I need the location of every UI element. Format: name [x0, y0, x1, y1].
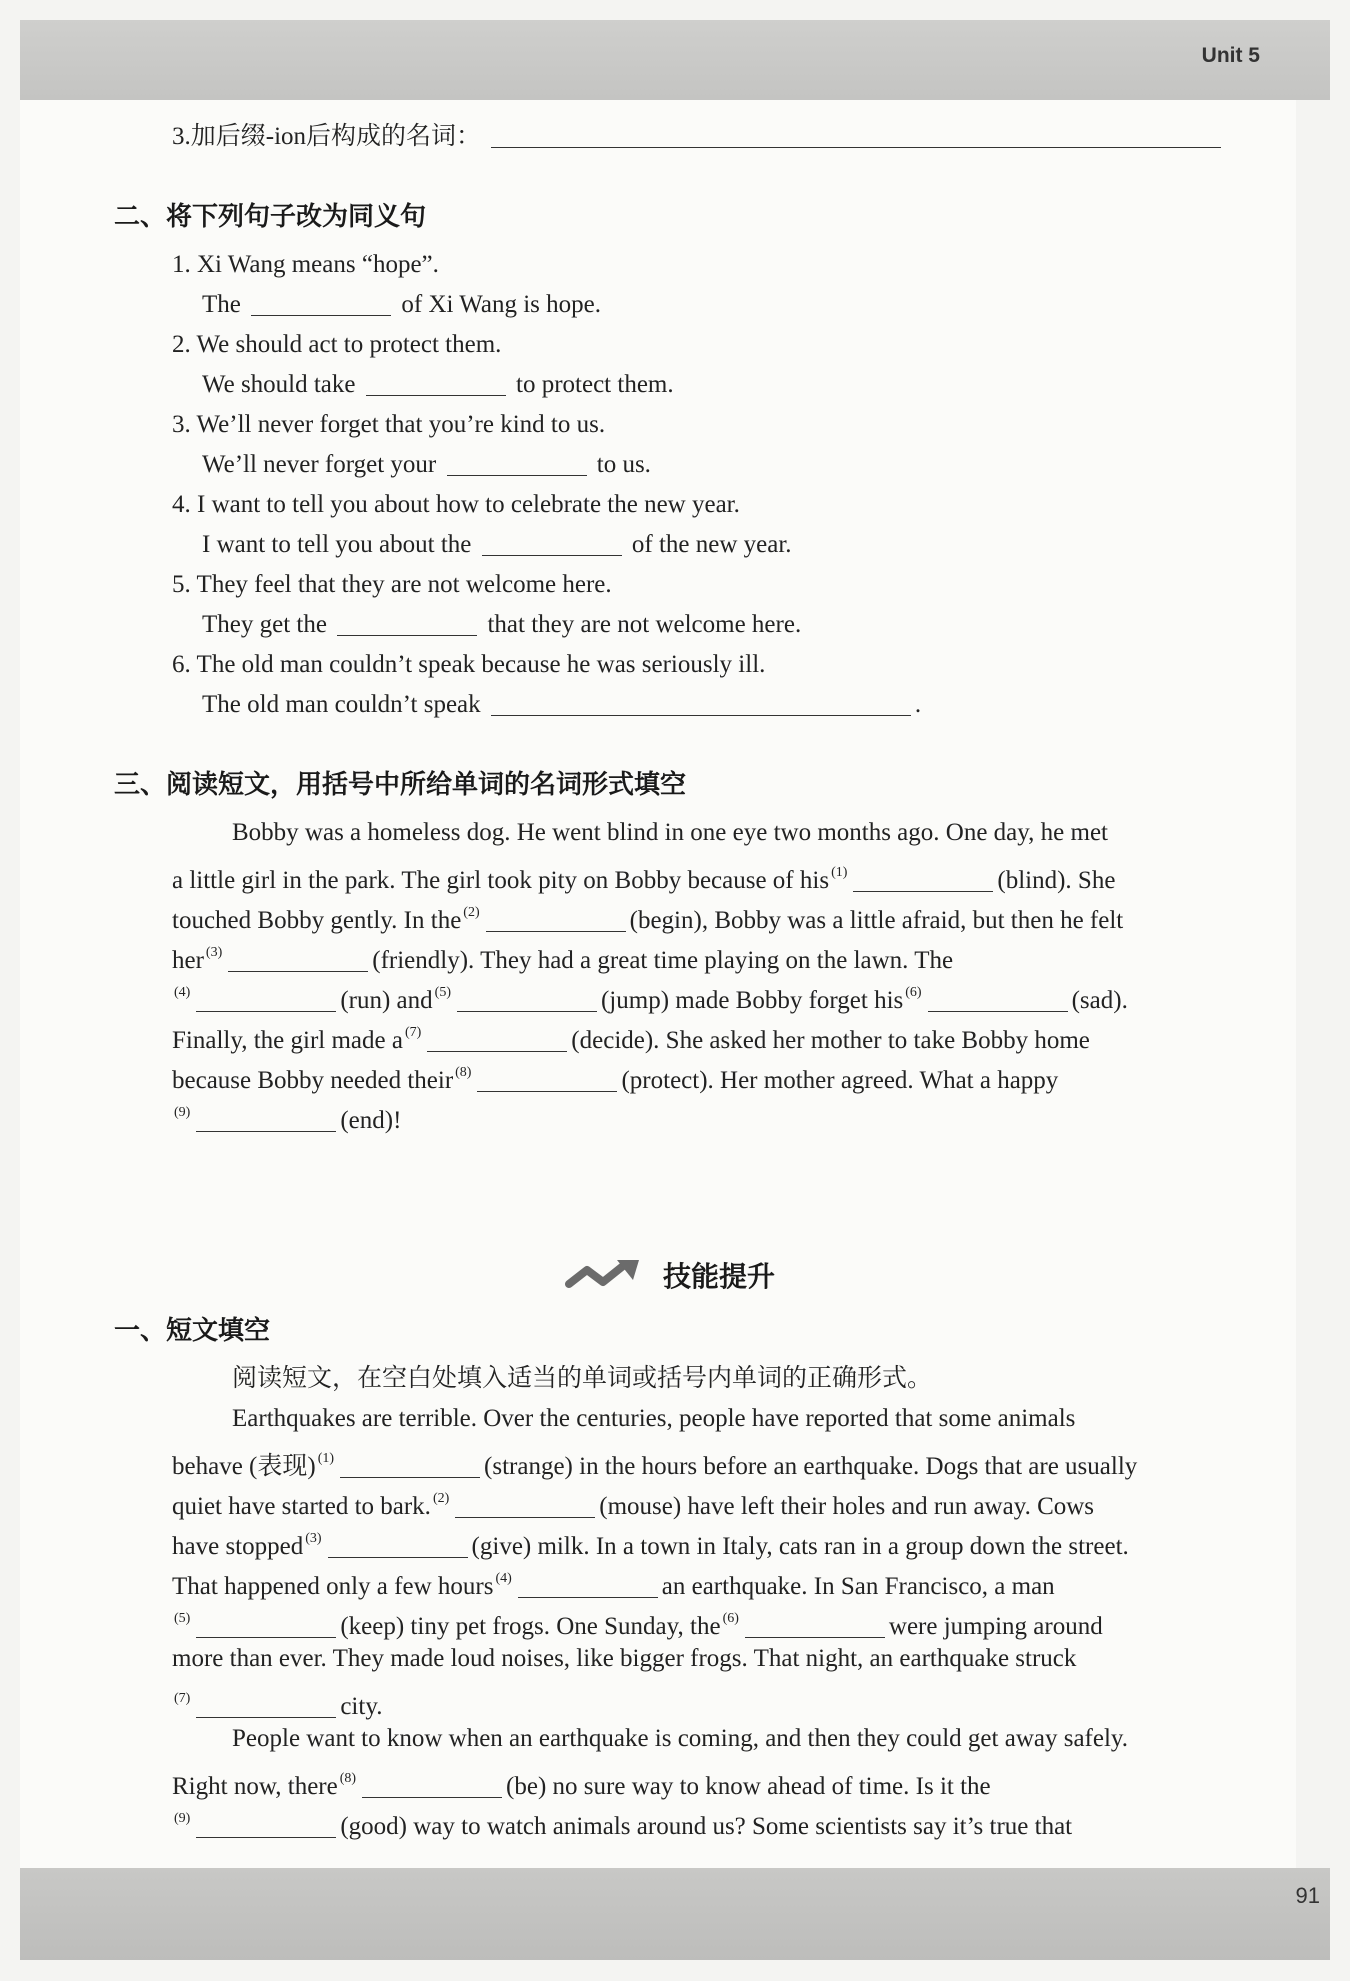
blank-number: (5)	[174, 1611, 191, 1626]
blank-number: (4)	[495, 1571, 512, 1586]
s2-item6-blank[interactable]	[491, 693, 911, 716]
blank-number: (8)	[339, 1771, 357, 1786]
sk-line2: behave (表现) $^{(1)}$ (strange) in the hours before an earthquake. Dogs that are usually	[172, 1451, 1138, 1480]
skills-instruction: 阅读短文，在空白处填入适当的单词或括号内单词的正确形式。	[232, 1365, 933, 1392]
sk-blank-6[interactable]	[745, 1615, 885, 1638]
s3-blank-5[interactable]	[457, 989, 597, 1012]
sk-line7: more than ever. They made loud noises, like bigger frogs. That night, an earthquake struck	[172, 1645, 1077, 1672]
s3-blank-3[interactable]	[228, 949, 368, 972]
s3-blank-7[interactable]	[427, 1029, 567, 1052]
blank-number: (1)	[317, 1451, 335, 1466]
s2-item2-question: 2. We should act to protect them.	[172, 331, 502, 358]
sk-line6: $^{(5)}$ (keep) tiny pet frogs. One Sunday, the $^{(6)}$ were jumping around	[174, 1611, 1103, 1640]
s3-line7: because Bobby needed their $^{(8)}$ (protect). Her mother agreed. What a happy	[172, 1065, 1059, 1094]
sk-blank-1[interactable]	[340, 1455, 480, 1478]
blank-number: (9)	[174, 1105, 191, 1120]
s2-item3-answer: We’ll never forget your to us.	[202, 451, 651, 478]
section2-title: 二、将下列句子改为同义句	[114, 202, 427, 232]
s2-item6-answer: The old man couldn’t speak .	[202, 691, 922, 718]
s3-line8: $^{(9)}$ (end)!	[174, 1105, 402, 1134]
suffix-ion-blank[interactable]	[491, 125, 1221, 148]
bottom-band	[20, 1868, 1330, 1960]
s2-item1-answer: The of Xi Wang is hope.	[202, 291, 601, 318]
s2-item3-question: 3. We’ll never forget that you’re kind to us.	[172, 411, 606, 438]
trend-arrow-icon	[565, 1258, 647, 1292]
sk-line3: quiet have started to bark. $^{(2)}$ (mouse) have left their holes and run away. Cows	[172, 1491, 1095, 1520]
sk-line9: People want to know when an earthquake is coming, and then they could get away safely.	[232, 1725, 1129, 1752]
sk-line1: Earthquakes are terrible. Over the centuries, people have reported that some animals	[232, 1405, 1076, 1432]
s3-line1: Bobby was a homeless dog. He went blind in one eye two months ago. One day, he met	[232, 819, 1108, 846]
blank-number: (3)	[205, 945, 223, 960]
page-number: 91	[1295, 1883, 1320, 1908]
s3-line4: her $^{(3)}$ (friendly). They had a great time playing on the lawn. The	[172, 945, 954, 974]
suffix-ion-label: 3.加后缀-ion后构成的名词：	[172, 123, 482, 150]
unit-label: Unit 5	[1201, 44, 1260, 67]
blank-number: (9)	[174, 1811, 191, 1826]
sk-line4: have stopped $^{(3)}$ (give) milk. In a town in Italy, cats ran in a group down the street.	[172, 1531, 1129, 1560]
s3-blank-6[interactable]	[928, 989, 1068, 1012]
s2-item5-question: 5. They feel that they are not welcome here.	[172, 571, 612, 598]
s3-line5: $^{(4)}$ (run) and $^{(5)}$ (jump) made Bobby forget his $^{(6)}$ (sad).	[174, 985, 1128, 1014]
s3-blank-8[interactable]	[477, 1069, 617, 1092]
blank-number: (7)	[174, 1691, 191, 1706]
s3-line3: touched Bobby gently. In the $^{(2)}$ (begin), Bobby was a little afraid, but then he felt	[172, 905, 1124, 934]
s3-blank-9[interactable]	[196, 1109, 336, 1132]
s2-item2-blank[interactable]	[366, 373, 506, 396]
blank-number: (7)	[404, 1025, 422, 1040]
sk-blank-9[interactable]	[196, 1815, 336, 1838]
s3-line6: Finally, the girl made a $^{(7)}$ (decide). She asked her mother to take Bobby home	[172, 1025, 1090, 1054]
top-band	[20, 20, 1330, 100]
suffix-ion-item	[172, 122, 1225, 152]
blank-number: (2)	[432, 1491, 450, 1506]
blank-number: (4)	[174, 985, 191, 1000]
sk-blank-4[interactable]	[518, 1575, 658, 1598]
section3-title: 三、阅读短文，用括号中所给单词的名词形式填空	[114, 770, 687, 800]
s3-blank-2[interactable]	[486, 909, 626, 932]
sk-blank-5[interactable]	[196, 1615, 336, 1638]
skills-section1-title: 一、短文填空	[114, 1316, 271, 1346]
s2-item5-answer: They get the that they are not welcome here.	[202, 611, 802, 638]
s2-item5-blank[interactable]	[337, 613, 477, 636]
blank-number: (2)	[463, 905, 480, 920]
sk-blank-7[interactable]	[196, 1695, 336, 1718]
s3-blank-1[interactable]	[853, 869, 993, 892]
sk-line10: Right now, there $^{(8)}$ (be) no sure way to know ahead of time. Is it the	[172, 1771, 991, 1800]
s3-blank-4[interactable]	[196, 989, 336, 1012]
s3-line2: a little girl in the park. The girl took pity on Bobby because of his $^{(1)}$ (blind). She	[172, 865, 1116, 894]
s2-item3-blank[interactable]	[447, 453, 587, 476]
s2-item4-answer: I want to tell you about the of the new year.	[202, 531, 792, 558]
s2-item2-answer: We should take to protect them.	[202, 371, 674, 398]
sk-line8: $^{(7)}$ city.	[174, 1691, 383, 1720]
s2-item1-blank[interactable]	[251, 293, 391, 316]
blank-number: (1)	[831, 865, 848, 880]
skills-title: 技能提升	[663, 1260, 776, 1293]
s2-item4-question: 4. I want to tell you about how to celebrate the new year.	[172, 491, 740, 518]
sk-blank-3[interactable]	[328, 1535, 468, 1558]
blank-number: (8)	[455, 1065, 472, 1080]
blank-number: (6)	[905, 985, 922, 1000]
s2-item4-blank[interactable]	[482, 533, 622, 556]
sk-line11: $^{(9)}$ (good) way to watch animals around us? Some scientists say it’s true that	[174, 1811, 1073, 1840]
s2-item1-question: 1. Xi Wang means “hope”.	[172, 251, 439, 278]
skills-header	[565, 1255, 775, 1295]
blank-number: (3)	[305, 1531, 322, 1546]
sk-blank-2[interactable]	[455, 1495, 595, 1518]
s2-item6-question: 6. The old man couldn’t speak because he was seriously ill.	[172, 651, 766, 678]
blank-number: (5)	[434, 985, 451, 1000]
blank-number: (6)	[722, 1611, 739, 1626]
sk-line5: That happened only a few hours $^{(4)}$ an earthquake. In San Francisco, a man	[172, 1571, 1055, 1600]
sk-blank-8[interactable]	[362, 1775, 502, 1798]
